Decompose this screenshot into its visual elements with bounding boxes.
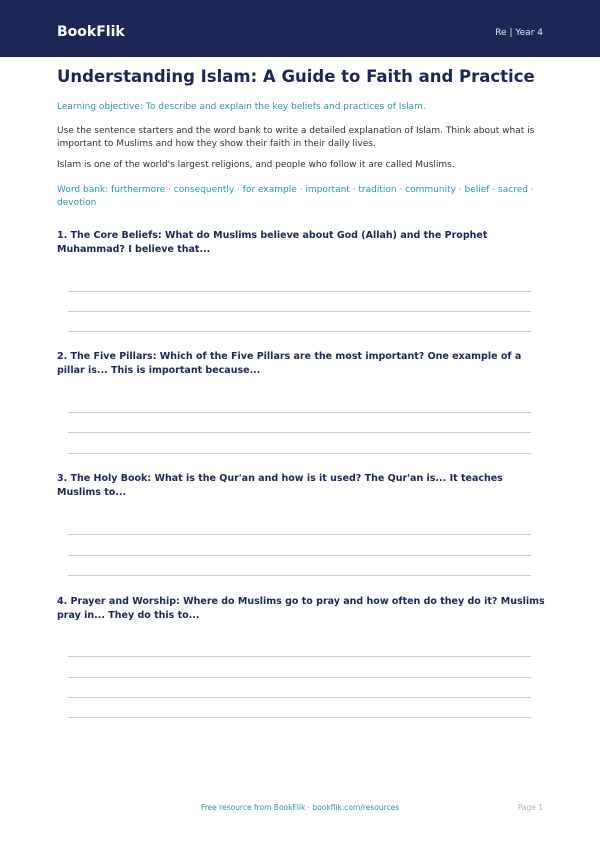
page-header	[0, 0, 600, 57]
intro-text: Islam is one of the world's largest religions, and people who follow it are called Muslims.	[57, 160, 455, 170]
answer-line[interactable]	[68, 432, 531, 433]
footer-link[interactable]: Free resource from BookFlik · bookflik.com/resources	[200, 803, 400, 812]
answer-line[interactable]	[68, 717, 531, 718]
answer-line[interactable]	[68, 453, 531, 454]
question-2: 2. The Five Pillars: Which of the Five Pillars are the most important? One example of a pillar is... This is important because...	[57, 351, 522, 376]
page-number: Page 1	[517, 803, 543, 812]
answer-line[interactable]	[68, 555, 531, 556]
answer-line[interactable]	[68, 697, 531, 698]
question-4: 4. Prayer and Worship: Where do Muslims go to pray and how often do they do it? Muslims pray in... They do this to...	[57, 596, 545, 621]
instructions: Use the sentence starters and the word bank to write a detailed explanation of Islam. Think about what is important to Muslims and how they show their faith in their daily lives.	[57, 126, 535, 149]
word-bank: Word bank: furthermore · consequently · for example · important · tradition · community · belief · sacred · devotion	[57, 185, 534, 208]
learning-objective: Learning objective: To describe and explain the key beliefs and practices of Islam.	[57, 102, 426, 112]
answer-line[interactable]	[68, 311, 531, 312]
subject-year-label: Re | Year 4	[495, 28, 543, 38]
answer-line[interactable]	[68, 575, 531, 576]
answer-line[interactable]	[68, 534, 531, 535]
answer-line[interactable]	[68, 291, 531, 292]
question-3: 3. The Holy Book: What is the Qur'an and how is it used? The Qur'an is... It teaches Muslims to...	[57, 473, 503, 498]
answer-line[interactable]	[68, 412, 531, 413]
page-title: Understanding Islam: A Guide to Faith and Practice	[57, 67, 535, 86]
question-1: 1. The Core Beliefs: What do Muslims believe about God (Allah) and the Prophet Muhammad? I believe that...	[57, 230, 488, 255]
answer-line[interactable]	[68, 331, 531, 332]
answer-line[interactable]	[68, 677, 531, 678]
answer-line[interactable]	[68, 656, 531, 657]
brand-logo: BookFlik	[57, 24, 125, 40]
